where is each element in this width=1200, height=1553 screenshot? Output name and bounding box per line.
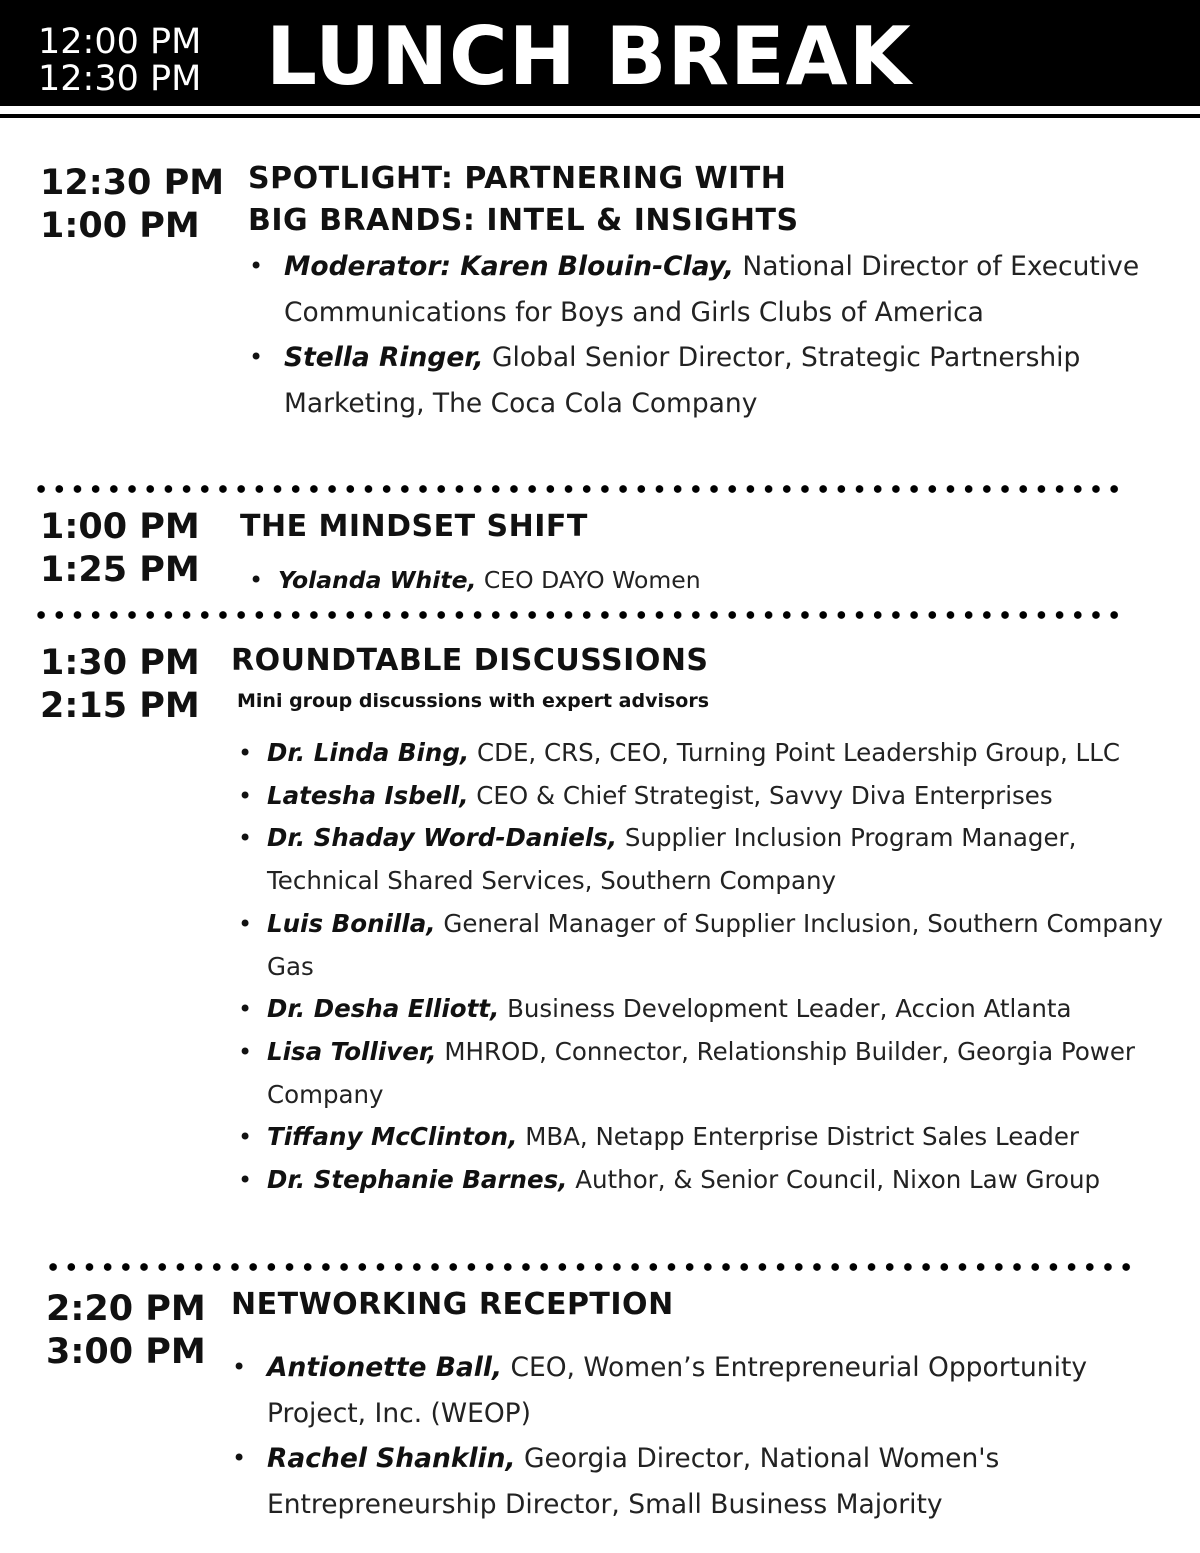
speaker-role: CEO, Women’s Entrepreneurial Opportunity Project, Inc. (WEOP) — [267, 1352, 1088, 1429]
speaker-role: Business Development Leader, Accion Atlanta — [499, 994, 1072, 1024]
bullet-icon: • — [232, 1444, 247, 1472]
session-times — [46, 1288, 206, 1374]
session-start-time: 1:30 PM — [40, 643, 200, 683]
session-start-time: 12:30 PM — [40, 163, 225, 203]
session-end-time: 3:00 PM — [46, 1332, 206, 1372]
session-times — [40, 642, 200, 728]
session-title — [231, 640, 709, 682]
bullet-icon: • — [238, 824, 253, 853]
speaker-item — [248, 244, 1168, 335]
speaker-item — [237, 732, 1177, 775]
session-end-time: 2:15 PM — [40, 686, 200, 726]
speaker-name: Antionette Ball, — [267, 1352, 503, 1383]
session-title-line: NETWORKING RECEPTION — [231, 1287, 674, 1322]
session-title-line: THE MINDSET SHIFT — [240, 509, 588, 544]
session-end-time: 1:00 PM — [40, 206, 200, 246]
speaker-item — [237, 988, 1177, 1031]
speaker-role: CEO DAYO Women — [476, 566, 701, 594]
bullet-icon: • — [238, 1166, 253, 1195]
speaker-name: Lisa Tolliver, — [267, 1036, 437, 1066]
speaker-name: Stella Ringer, — [284, 342, 484, 373]
speaker-item — [237, 903, 1177, 988]
session-title-line: SPOTLIGHT: PARTNERING WITH — [248, 161, 787, 196]
session-times — [40, 162, 224, 248]
speaker-item — [231, 1436, 1171, 1527]
session-title — [240, 506, 588, 548]
speaker-name: Tiffany McClinton, — [267, 1122, 518, 1152]
speaker-item — [237, 775, 1177, 818]
header-divider — [0, 114, 1200, 118]
speaker-name: Dr. Linda Bing, — [267, 738, 470, 767]
dotted-divider — [32, 484, 1124, 494]
speaker-role: MBA, Netapp Enterprise District Sales Leader — [517, 1122, 1079, 1152]
session-title — [231, 1284, 674, 1326]
bullet-icon: • — [249, 566, 264, 594]
speaker-item — [231, 1345, 1171, 1436]
speaker-role: CDE, CRS, CEO, Turning Point Leadership Group, LLC — [469, 738, 1120, 767]
speaker-role: Georgia Director, National Women's Entrepreneurship Director, Small Business Majority — [267, 1443, 1000, 1520]
session-subtitle: Mini group discussions with expert advisors — [237, 690, 710, 712]
lunch-break-banner — [0, 0, 1200, 106]
speaker-name: Luis Bonilla, — [267, 908, 436, 938]
session-title-line: ROUNDTABLE DISCUSSIONS — [231, 643, 709, 678]
bullet-icon: • — [249, 252, 264, 280]
bullet-icon: • — [238, 909, 253, 938]
session-times — [40, 506, 200, 592]
bullet-icon: • — [238, 781, 253, 810]
bullet-icon: • — [238, 995, 253, 1024]
bullet-icon: • — [232, 1353, 247, 1381]
speaker-role: Supplier Inclusion Program Manager, Technical Shared Services, Southern Company — [267, 823, 1077, 896]
speaker-role: National Director of Executive Communications for Boys and Girls Clubs of America — [284, 251, 1140, 328]
session-end-time: 1:25 PM — [40, 550, 200, 590]
speaker-item — [248, 335, 1168, 426]
session-title — [248, 158, 799, 242]
speaker-name: Rachel Shanklin, — [267, 1443, 516, 1474]
session-start-time: 1:00 PM — [40, 507, 200, 547]
speaker-name: Latesha Isbell, — [267, 780, 469, 810]
speaker-item — [237, 1031, 1177, 1116]
lunch-break-end-time: 12:30 PM — [38, 59, 202, 99]
lunch-break-title: LUNCH BREAK — [266, 10, 912, 103]
speaker-list — [237, 732, 1177, 1202]
lunch-break-times — [38, 24, 201, 98]
speaker-name: Dr. Stephanie Barnes, — [267, 1165, 568, 1195]
speaker-role: MHROD, Connector, Relationship Builder, Georgia Power Company — [267, 1036, 1135, 1109]
speaker-item — [237, 1116, 1177, 1159]
speaker-list — [248, 244, 1168, 426]
speaker-name: Dr. Desha Elliott, — [267, 994, 500, 1024]
speaker-name: Yolanda White, — [278, 566, 477, 594]
speaker-role: Author, & Senior Council, Nixon Law Group — [567, 1165, 1101, 1195]
session-start-time: 2:20 PM — [46, 1289, 206, 1329]
speaker-name: Dr. Shaday Word-Daniels, — [267, 823, 618, 853]
speaker-list — [231, 1345, 1171, 1527]
speaker-item — [237, 1159, 1177, 1202]
speaker-list — [248, 560, 1148, 600]
speaker-role: Global Senior Director, Strategic Partnership Marketing, The Coca Cola Company — [284, 342, 1081, 419]
bullet-icon: • — [249, 343, 264, 371]
speaker-item — [248, 560, 1148, 600]
session-title-line: BIG BRANDS: INTEL & INSIGHTS — [248, 203, 799, 238]
speaker-role: CEO & Chief Strategist, Savvy Diva Enterprises — [468, 780, 1053, 810]
bullet-icon: • — [238, 739, 253, 767]
dotted-divider — [44, 1262, 1136, 1272]
lunch-break-start-time: 12:00 PM — [38, 22, 202, 62]
speaker-item — [237, 817, 1177, 902]
bullet-icon: • — [238, 1123, 253, 1152]
bullet-icon: • — [238, 1037, 253, 1066]
speaker-name: Moderator: Karen Blouin-Clay, — [284, 251, 734, 282]
speaker-role: General Manager of Supplier Inclusion, Southern Company Gas — [267, 908, 1163, 981]
dotted-divider — [32, 610, 1124, 620]
